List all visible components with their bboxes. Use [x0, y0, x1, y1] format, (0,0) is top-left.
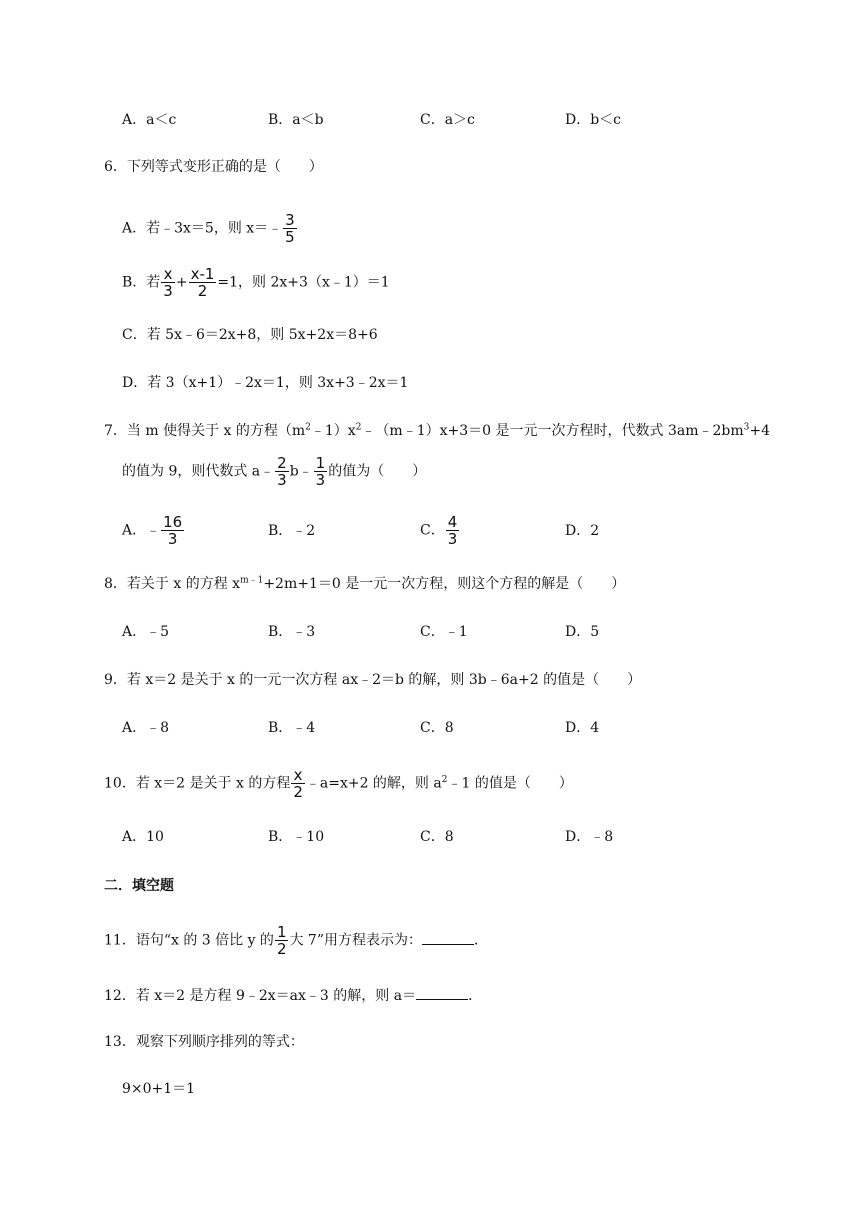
q10-stem: 10．若 x＝2 是关于 x 的方程 $\frac{x}{2}$ ﹣a=x+2 的解，则 $a^2﹣1$ 的值是（ ） [104, 766, 573, 801]
fraction: $\frac{x}{3}$ [163, 265, 173, 300]
q8-option-c: C．﹣1 [420, 624, 468, 640]
fraction: $\frac{4}{3}$ [447, 513, 458, 548]
q6-option-b: B．若 $\frac{x}{3}$ + $\frac{x-1}{2}$ =1，则 2x+3（x﹣1）＝1 [122, 265, 390, 300]
q7-option-a: A．﹣ $\frac{16}{3}$ [122, 513, 183, 548]
q8-option-a: A．﹣5 [122, 624, 170, 640]
q13-equation-1: 9×0+1＝1 [122, 1081, 196, 1097]
q11-stem: 11．语句“x 的 3 倍比 y 的 $\frac{1}{2}$ 大 7”用方程表示为： ． [104, 923, 488, 958]
section-heading-fill-in: 二．填空题 [104, 878, 174, 894]
q8-stem: 8．若关于 x 的方程 $x^{m﹣1}+2m+1=0$ 是一元一次方程，则这个方程的解是（ ） [104, 575, 626, 592]
q5-option-d: D．b＜c [565, 112, 622, 128]
q7-option-d: D．2 [565, 523, 600, 539]
q9-stem: 9．若 x＝2 是关于 x 的一元一次方程 ax﹣2＝b 的解，则 3b﹣6a+2 的值是（ ） [104, 672, 642, 688]
q9-option-d: D．4 [565, 720, 600, 736]
q8-option-d: D．5 [565, 624, 600, 640]
fraction: $\frac{3}{5}$ [285, 211, 295, 246]
q13-stem: 13．观察下列顺序排列的等式： [104, 1034, 304, 1050]
q7-option-b: B．﹣2 [268, 523, 316, 539]
q5-option-b: B．a＜b [268, 112, 324, 128]
q6-stem: 6．下列等式变形正确的是（ ） [104, 159, 323, 175]
fraction: $\frac{1}{2}$ [276, 923, 287, 958]
answer-blank[interactable] [416, 985, 468, 1000]
answer-blank[interactable] [422, 930, 474, 945]
q10-option-d: D．﹣8 [565, 829, 614, 845]
q5-option-c: C．a＞c [420, 112, 475, 128]
fraction: $\frac{x-1}{2}$ [190, 265, 215, 300]
q7-option-c: C． $\frac{4}{3}$ [420, 513, 458, 548]
q6-option-a: A．若﹣3x＝5，则 x＝﹣ $\frac{3}{5}$ [122, 211, 295, 246]
q7-stem-line1: 7．当 m 使得关于 x 的方程$(m^2﹣1)x^2﹣(m﹣1)x+3=0$ 是一元一次方程时，代数式 $3am﹣2bm^3+4$ [104, 422, 771, 439]
q5-option-a: A．a＜c [122, 112, 177, 128]
q12-stem: 12．若 x＝2 是方程 9﹣2x＝ax﹣3 的解，则 a＝ ． [104, 985, 482, 1006]
fraction: $\frac{1}{3}$ [315, 454, 326, 489]
fraction: $\frac{16}{3}$ [163, 513, 183, 548]
q8-option-b: B．﹣3 [268, 624, 316, 640]
q9-option-a: A．﹣8 [122, 720, 170, 736]
q9-option-b: B．﹣4 [268, 720, 316, 736]
q10-option-c: C．8 [420, 829, 454, 845]
q6-option-c: C．若 5x﹣6＝2x+8，则 5x+2x＝8+6 [122, 327, 378, 343]
q7-stem-line2: 的值为 9，则代数式 a﹣ $\frac{2}{3}$ b﹣ $\frac{1}{3}$ 的值为（ ） [122, 454, 427, 489]
q10-option-b: B．﹣10 [268, 829, 325, 845]
fraction: $\frac{x}{2}$ [293, 766, 303, 801]
fraction: $\frac{2}{3}$ [277, 454, 287, 489]
q10-option-a: A．10 [122, 829, 164, 845]
q9-option-c: C．8 [420, 720, 454, 736]
q6-option-d: D．若 3（x+1）﹣2x＝1，则 3x+3﹣2x＝1 [122, 375, 409, 391]
